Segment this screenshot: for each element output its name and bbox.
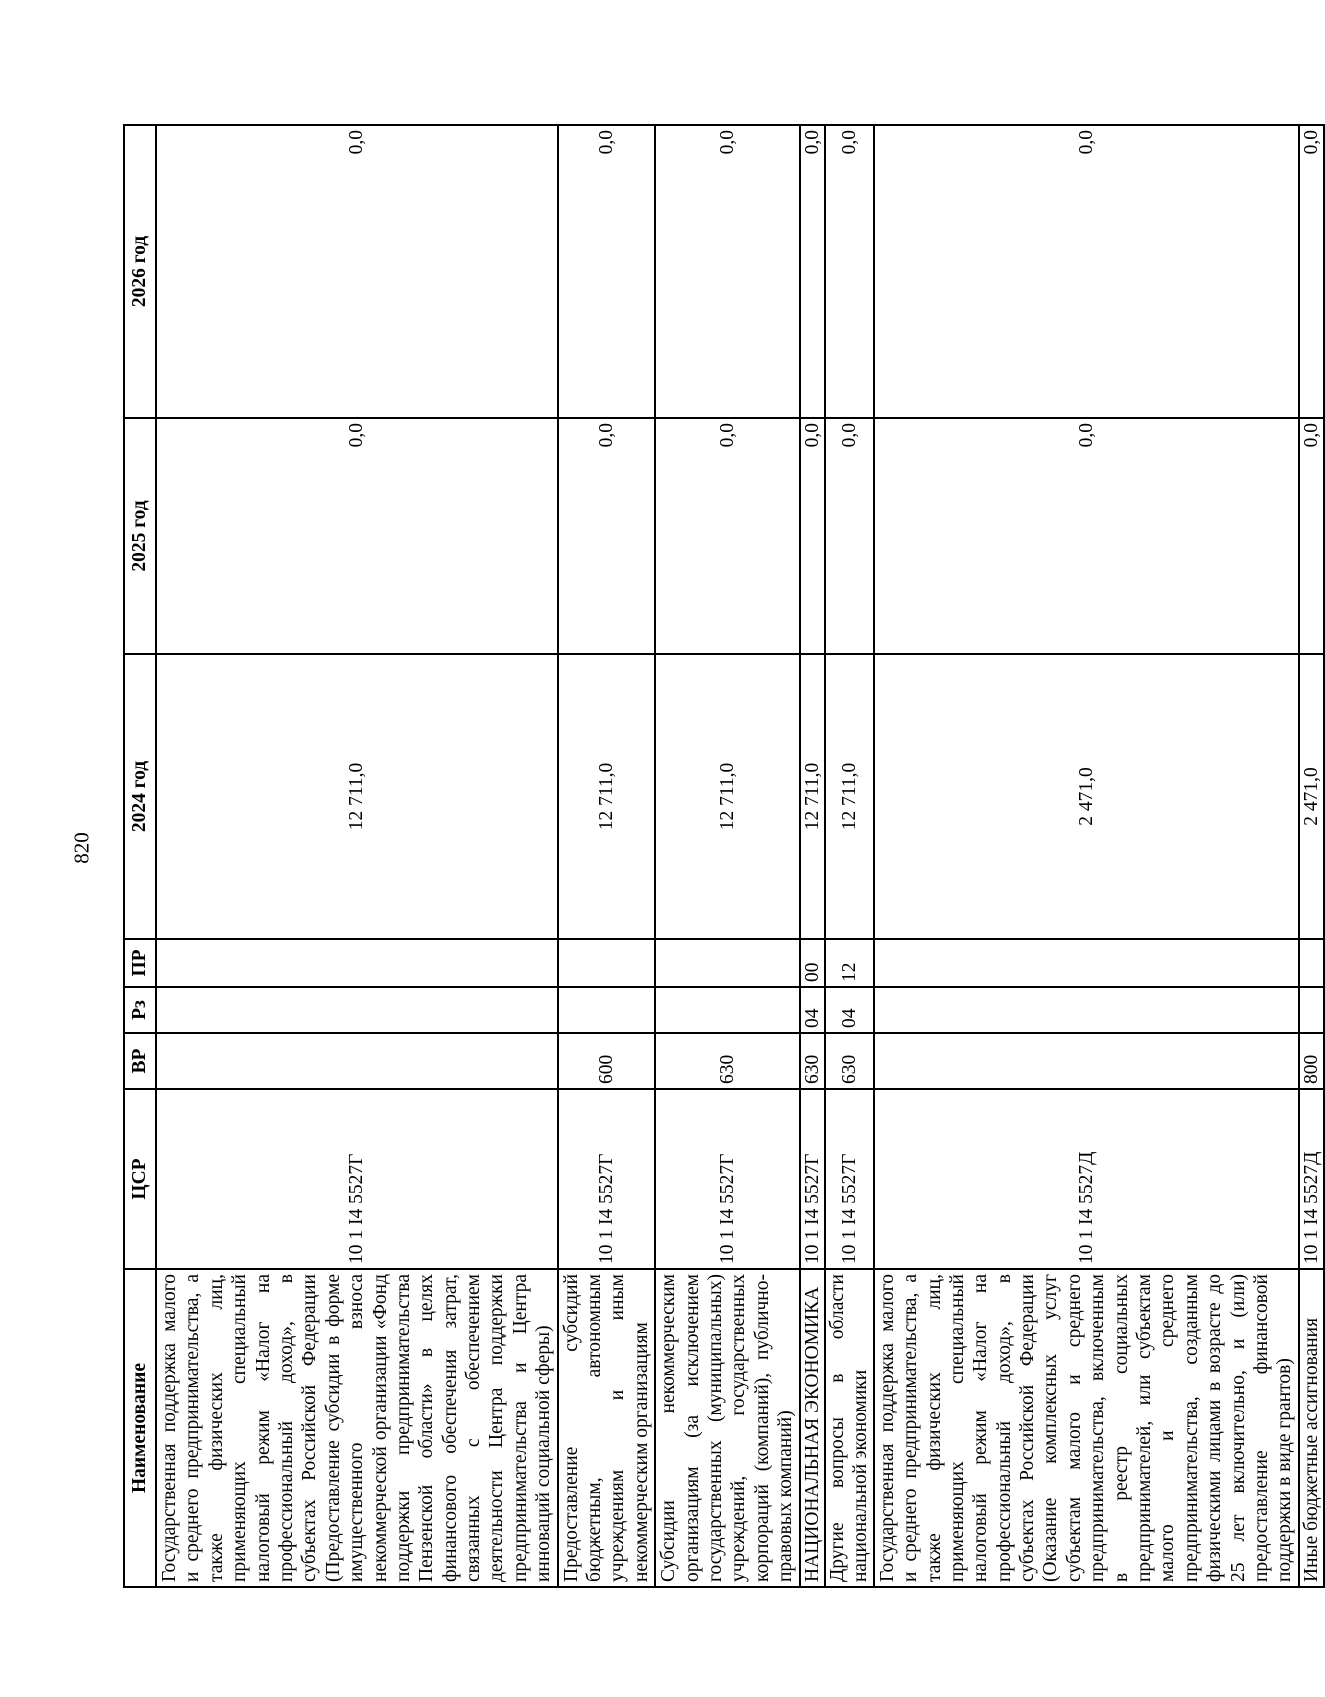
- row-name: Государственная поддержка малого и среднего предпринимательства, а также физических лиц, применяющих специальный налоговый режим «Налог на профессиональный доход», в субъектах Российской Федерации (Оказание комплексных услуг субъектам малого и среднего предпринимательства, включенным в реестр социальных предпринимателей, или субъектам малого и среднего предпринимательства, созданным физическими лицами в возрасте до 25 лет включительно, и (или) предоставление финансовой поддержки в виде грантов): [874, 1269, 1299, 1587]
- page-number: 820: [69, 832, 94, 864]
- rotated-page-content: [123, 126, 1322, 1588]
- header-2024: 2024 год: [124, 654, 156, 939]
- row-2025: 0,0: [825, 418, 874, 654]
- row-rz: 04: [800, 987, 825, 1033]
- row-csr: 10 1 I4 5527Д: [1299, 1089, 1324, 1269]
- row-2026: 0,0: [874, 125, 1299, 418]
- row-pr: 12: [825, 939, 874, 987]
- row-2026: 0,0: [1299, 125, 1324, 418]
- row-2024: 12 711,0: [655, 654, 799, 939]
- row-vr: [874, 1033, 1299, 1089]
- table-row: [874, 125, 1299, 1587]
- row-2024: 2 471,0: [1299, 654, 1324, 939]
- row-vr: 800: [1299, 1033, 1324, 1089]
- row-2025: 0,0: [655, 418, 799, 654]
- row-2025: 0,0: [874, 418, 1299, 654]
- row-2026: 0,0: [558, 125, 656, 418]
- row-csr: 10 1 I4 5527Д: [874, 1089, 1299, 1269]
- row-2024: 2 471,0: [874, 654, 1299, 939]
- header-csr: ЦСР: [124, 1089, 156, 1269]
- row-vr: 600: [558, 1033, 656, 1089]
- row-pr: [156, 939, 558, 987]
- header-2026: 2026 год: [124, 125, 156, 418]
- row-vr: 630: [655, 1033, 799, 1089]
- row-2026: 0,0: [156, 125, 558, 418]
- row-csr: 10 1 I4 5527Г: [655, 1089, 799, 1269]
- row-rz: [558, 987, 656, 1033]
- row-rz: [156, 987, 558, 1033]
- row-2024: 12 711,0: [558, 654, 656, 939]
- row-2025: 0,0: [156, 418, 558, 654]
- header-2025: 2025 год: [124, 418, 156, 654]
- row-csr: 10 1 I4 5527Г: [156, 1089, 558, 1269]
- row-2024: 12 711,0: [800, 654, 825, 939]
- table-row: [558, 125, 656, 1587]
- row-name: Иные бюджетные ассигнования: [1299, 1269, 1324, 1587]
- row-name: Предоставление субсидий бюджетным, автономным учреждениям и иным некоммерческим организациям: [558, 1269, 656, 1587]
- header-name: Наименование: [124, 1269, 156, 1587]
- row-rz: [1299, 987, 1324, 1033]
- header-vr: ВР: [124, 1033, 156, 1089]
- row-rz: [655, 987, 799, 1033]
- row-csr: 10 1 I4 5527Г: [800, 1089, 825, 1269]
- row-2026: 0,0: [800, 125, 825, 418]
- row-2025: 0,0: [1299, 418, 1324, 654]
- row-vr: [156, 1033, 558, 1089]
- row-name: НАЦИОНАЛЬНАЯ ЭКОНОМИКА: [800, 1269, 825, 1587]
- budget-table: [123, 124, 1325, 1588]
- row-rz: [874, 987, 1299, 1033]
- header-pr: ПР: [124, 939, 156, 987]
- table-row: [1299, 125, 1324, 1587]
- row-pr: [1299, 939, 1324, 987]
- header-rz: Рз: [124, 987, 156, 1033]
- row-2024: 12 711,0: [156, 654, 558, 939]
- row-2026: 0,0: [655, 125, 799, 418]
- table-row: [156, 125, 558, 1587]
- table-row: [800, 125, 825, 1587]
- row-2025: 0,0: [558, 418, 656, 654]
- table-header-row: [124, 125, 156, 1587]
- row-2024: 12 711,0: [825, 654, 874, 939]
- row-name: Субсидии некоммерческим организациям (за исключением государственных (муниципальных) учреждений, государственных корпораций (компаний), публично-правовых компаний): [655, 1269, 799, 1587]
- row-name: Другие вопросы в области национальной экономики: [825, 1269, 874, 1587]
- row-pr: [558, 939, 656, 987]
- row-pr: 00: [800, 939, 825, 987]
- row-csr: 10 1 I4 5527Г: [558, 1089, 656, 1269]
- row-pr: [655, 939, 799, 987]
- row-pr: [874, 939, 1299, 987]
- row-2026: 0,0: [825, 125, 874, 418]
- row-name: Государственная поддержка малого и среднего предпринимательства, а также физических лиц, применяющих специальный налоговый режим «Налог на профессиональный доход», в субъектах Российской Федерации (Предоставление субсидии в форме имущественного взноса некоммерческой организации «Фонд поддержки предпринимательства Пензенской области» в целях финансового обеспечения затрат, связанных с обеспечением деятельности Центра поддержки предпринимательства и Центра инноваций социальной сферы): [156, 1269, 558, 1587]
- row-csr: 10 1 I4 5527Г: [825, 1089, 874, 1269]
- table-row: [655, 125, 799, 1587]
- row-2025: 0,0: [800, 418, 825, 654]
- table-row: [825, 125, 874, 1587]
- row-vr: 630: [825, 1033, 874, 1089]
- row-rz: 04: [825, 987, 874, 1033]
- row-vr: 630: [800, 1033, 825, 1089]
